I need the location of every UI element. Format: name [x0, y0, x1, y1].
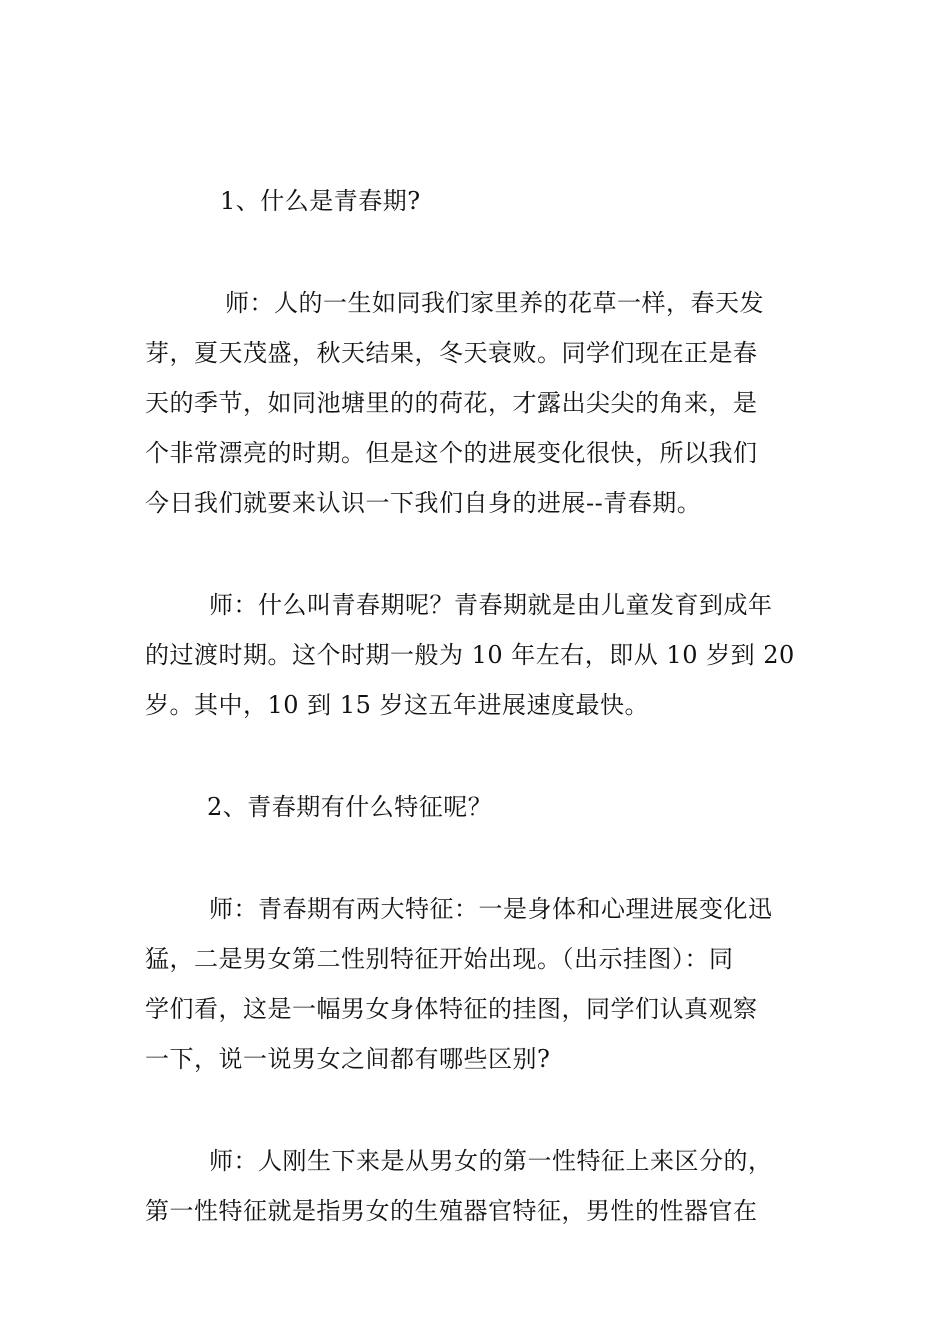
paragraph-2	[145, 580, 810, 730]
paragraph-gap	[145, 226, 810, 278]
text-line: 1、什么是青春期?	[220, 187, 421, 215]
section-heading-1	[145, 176, 810, 226]
paragraph-gap	[145, 1084, 810, 1136]
text-line: 第一性特征就是指男女的生殖器官特征，男性的性器官在	[145, 1197, 758, 1225]
text-line: 猛，二是男女第二性别特征开始出现。（出示挂图）：同	[145, 945, 734, 973]
text-line: 学们看，这是一幅男女身体特征的挂图，同学们认真观察	[145, 995, 758, 1023]
paragraph-gap	[145, 528, 810, 580]
text-line: 师：人刚生下来是从男女的第一性特征上来区分的，	[209, 1147, 773, 1175]
text-line: 今日我们就要来认识一下我们自身的进展--青春期。	[145, 489, 702, 517]
text-line: 芽，夏天茂盛，秋天结果，冬天衰败。同学们现在正是春	[145, 339, 758, 367]
paragraph-1	[145, 278, 810, 528]
text-line: 岁。其中，10 到 15 岁这五年进展速度最快。	[145, 691, 649, 719]
text-line: 师：什么叫青春期呢？青春期就是由儿童发育到成年	[209, 591, 773, 619]
text-line: 师：青春期有两大特征：一是身体和心理进展变化迅	[209, 895, 773, 923]
paragraph-4	[145, 1136, 810, 1236]
paragraph-gap	[145, 832, 810, 884]
document-body	[145, 176, 810, 1236]
paragraph-gap	[145, 730, 810, 782]
text-line: 师：人的一生如同我们家里养的花草一样，春天发	[225, 289, 764, 317]
section-heading-2	[145, 782, 810, 832]
text-line: 的过渡时期。这个时期一般为 10 年左右，即从 10 岁到 20	[145, 641, 795, 669]
text-line: 个非常漂亮的时期。但是这个的进展变化很快，所以我们	[145, 439, 758, 467]
text-line: 2、青春期有什么特征呢？	[207, 793, 493, 821]
text-line: 天的季节，如同池塘里的的荷花，才露出尖尖的角来，是	[145, 389, 758, 417]
text-line: 一下，说一说男女之间都有哪些区别?	[145, 1045, 551, 1073]
paragraph-3	[145, 884, 810, 1084]
